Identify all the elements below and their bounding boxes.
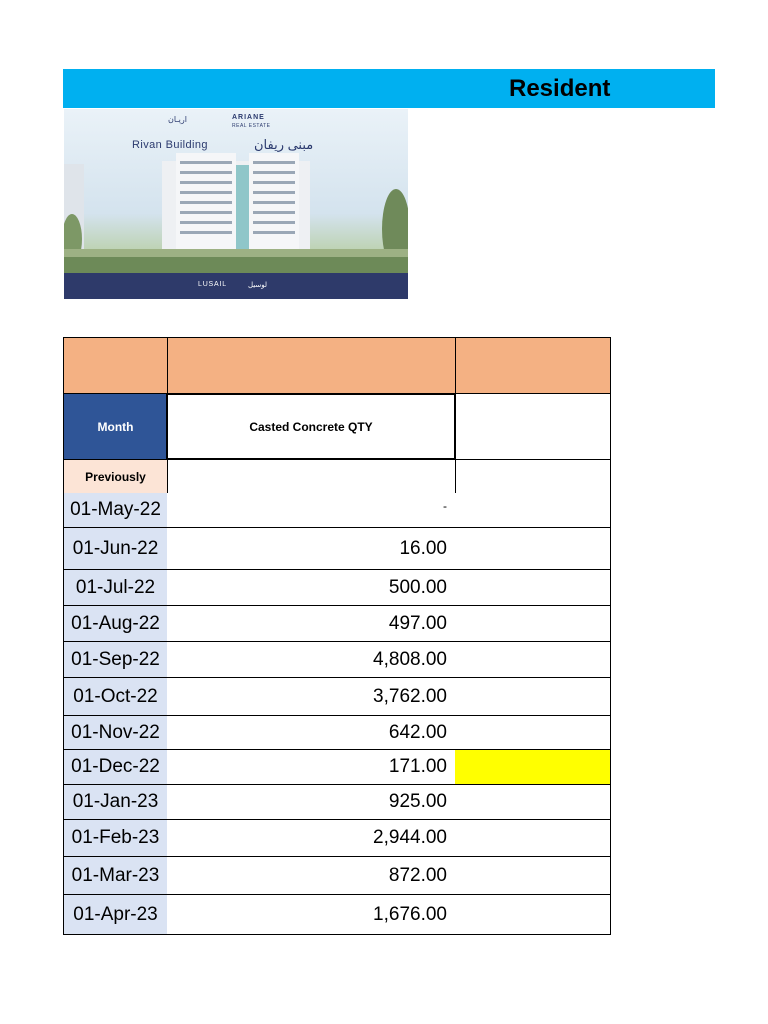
qty-cell: 872.00 [167, 857, 456, 895]
location-label-arabic: لوسيل [248, 282, 268, 289]
brand-name: ARIANE [232, 114, 265, 121]
qty-cell: - [167, 493, 456, 528]
side-cell [455, 642, 611, 678]
image-footer [64, 273, 408, 299]
qty-cell: 925.00 [167, 785, 456, 820]
highlighted-cell [455, 750, 611, 785]
side-cell [455, 716, 611, 750]
qty-cell: 4,808.00 [167, 642, 456, 678]
brand-logo-text [232, 114, 270, 130]
brand-subtitle: REAL ESTATE [232, 123, 271, 129]
month-cell: 01-Feb-23 [63, 820, 168, 857]
qty-cell: 16.00 [167, 528, 456, 570]
building-image [64, 109, 408, 299]
month-column-header: Month [63, 393, 168, 460]
month-cell: 01-Jun-22 [63, 528, 168, 570]
month-cell: 01-Mar-23 [63, 857, 168, 895]
qty-cell: 2,944.00 [167, 820, 456, 857]
qty-cell: 1,676.00 [167, 895, 456, 935]
side-column-header [455, 393, 611, 460]
brand-arabic: اريـان [168, 115, 187, 124]
building-illustration [64, 109, 408, 299]
side-cell [455, 606, 611, 642]
qty-cell: 497.00 [167, 606, 456, 642]
side-cell [455, 820, 611, 857]
header-blank-3 [455, 337, 611, 394]
qty-cell: 642.00 [167, 716, 456, 750]
previously-value [167, 459, 456, 494]
side-cell [455, 785, 611, 820]
header-blank-1 [63, 337, 168, 394]
month-cell: 01-May-22 [63, 493, 168, 528]
side-cell [455, 528, 611, 570]
side-cell [455, 895, 611, 935]
side-cell [455, 570, 611, 606]
building-name-arabic: مبنى ريفان [254, 137, 314, 152]
building-name: Rivan Building [132, 139, 208, 151]
month-cell: 01-Jul-22 [63, 570, 168, 606]
page-title: Resident [509, 75, 611, 102]
previously-side [455, 459, 611, 494]
qty-column-header: Casted Concrete QTY [166, 393, 456, 460]
qty-cell: 3,762.00 [167, 678, 456, 716]
qty-cell: 500.00 [167, 570, 456, 606]
month-cell: 01-Aug-22 [63, 606, 168, 642]
month-cell: 01-Apr-23 [63, 895, 168, 935]
month-cell: 01-Nov-22 [63, 716, 168, 750]
header-blank-2 [167, 337, 456, 394]
month-cell: 01-Oct-22 [63, 678, 168, 716]
side-cell [455, 493, 611, 528]
month-cell: 01-Sep-22 [63, 642, 168, 678]
month-cell: 01-Dec-22 [63, 750, 168, 785]
title-bar [63, 69, 715, 108]
previously-label: Previously [63, 459, 168, 494]
month-cell: 01-Jan-23 [63, 785, 168, 820]
qty-cell: 171.00 [167, 750, 456, 785]
location-label: LUSAIL [198, 281, 227, 288]
side-cell [455, 678, 611, 716]
side-cell [455, 857, 611, 895]
